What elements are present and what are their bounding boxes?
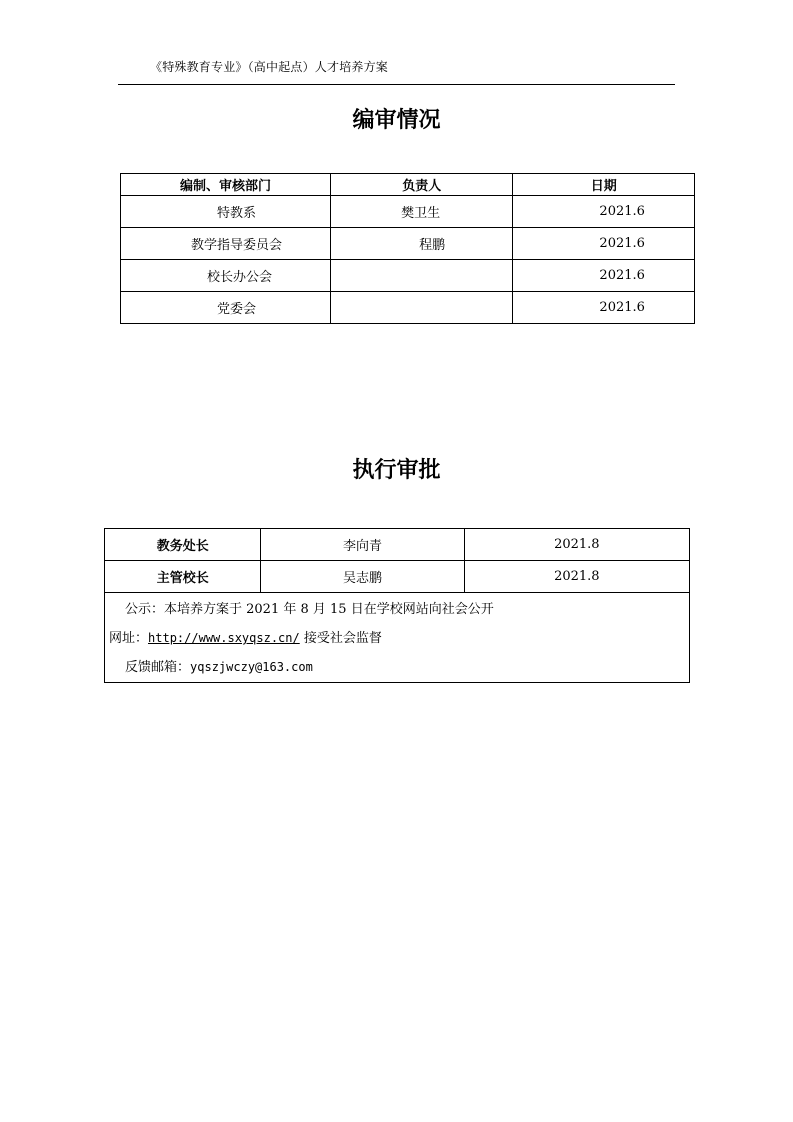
person-cell: 樊卫生 [331,196,513,228]
review-section-title: 编审情况 [352,108,441,133]
name-cell: 李向青 [261,529,464,561]
person-cell [331,292,513,324]
date-cell: 2021.6 [513,228,695,260]
date-cell: 2021.6 [513,260,695,292]
notice-row [105,593,690,683]
feedback-email[interactable]: yqszjwczy@163.com [190,660,313,674]
header-divider [118,84,675,85]
table-row [105,529,690,561]
table-row [121,292,695,324]
date-cell: 2021.8 [464,529,689,561]
website-label: 网址： [109,631,149,646]
table-row [121,260,695,292]
column-header-date: 日期 [513,174,695,196]
table-row [121,196,695,228]
review-table [120,173,695,324]
name-cell: 吴志鹏 [261,561,464,593]
dept-cell: 校长办公会 [121,260,331,292]
date-cell: 2021.6 [513,292,695,324]
document-header: 《特殊教育专业》（高中起点）人才培养方案 [150,60,389,74]
website-suffix: 接受社会监督 [299,631,382,646]
publicity-notice: 公示：本培养方案于 2021 年 8 月 15 日在学校网站向社会公开 [125,602,494,617]
role-cell: 教务处长 [105,529,261,561]
date-cell: 2021.8 [464,561,689,593]
column-header-person: 负责人 [331,174,513,196]
approval-section-title: 执行审批 [352,458,441,483]
email-label: 反馈邮箱： [125,660,191,675]
website-line [105,624,689,653]
column-header-dept: 编制、审核部门 [121,174,331,196]
person-cell [331,260,513,292]
approval-table [104,528,690,683]
table-row [105,561,690,593]
date-cell: 2021.6 [513,196,695,228]
person-cell: 程鹏 [331,228,513,260]
notice-cell [105,593,690,683]
table-row [121,228,695,260]
email-line [105,653,689,682]
table-header-row [121,174,695,196]
website-link[interactable]: http://www.sxyqsz.cn/ [148,631,300,645]
dept-cell: 特教系 [121,196,331,228]
dept-cell: 教学指导委员会 [121,228,331,260]
role-cell: 主管校长 [105,561,261,593]
dept-cell: 党委会 [121,292,331,324]
